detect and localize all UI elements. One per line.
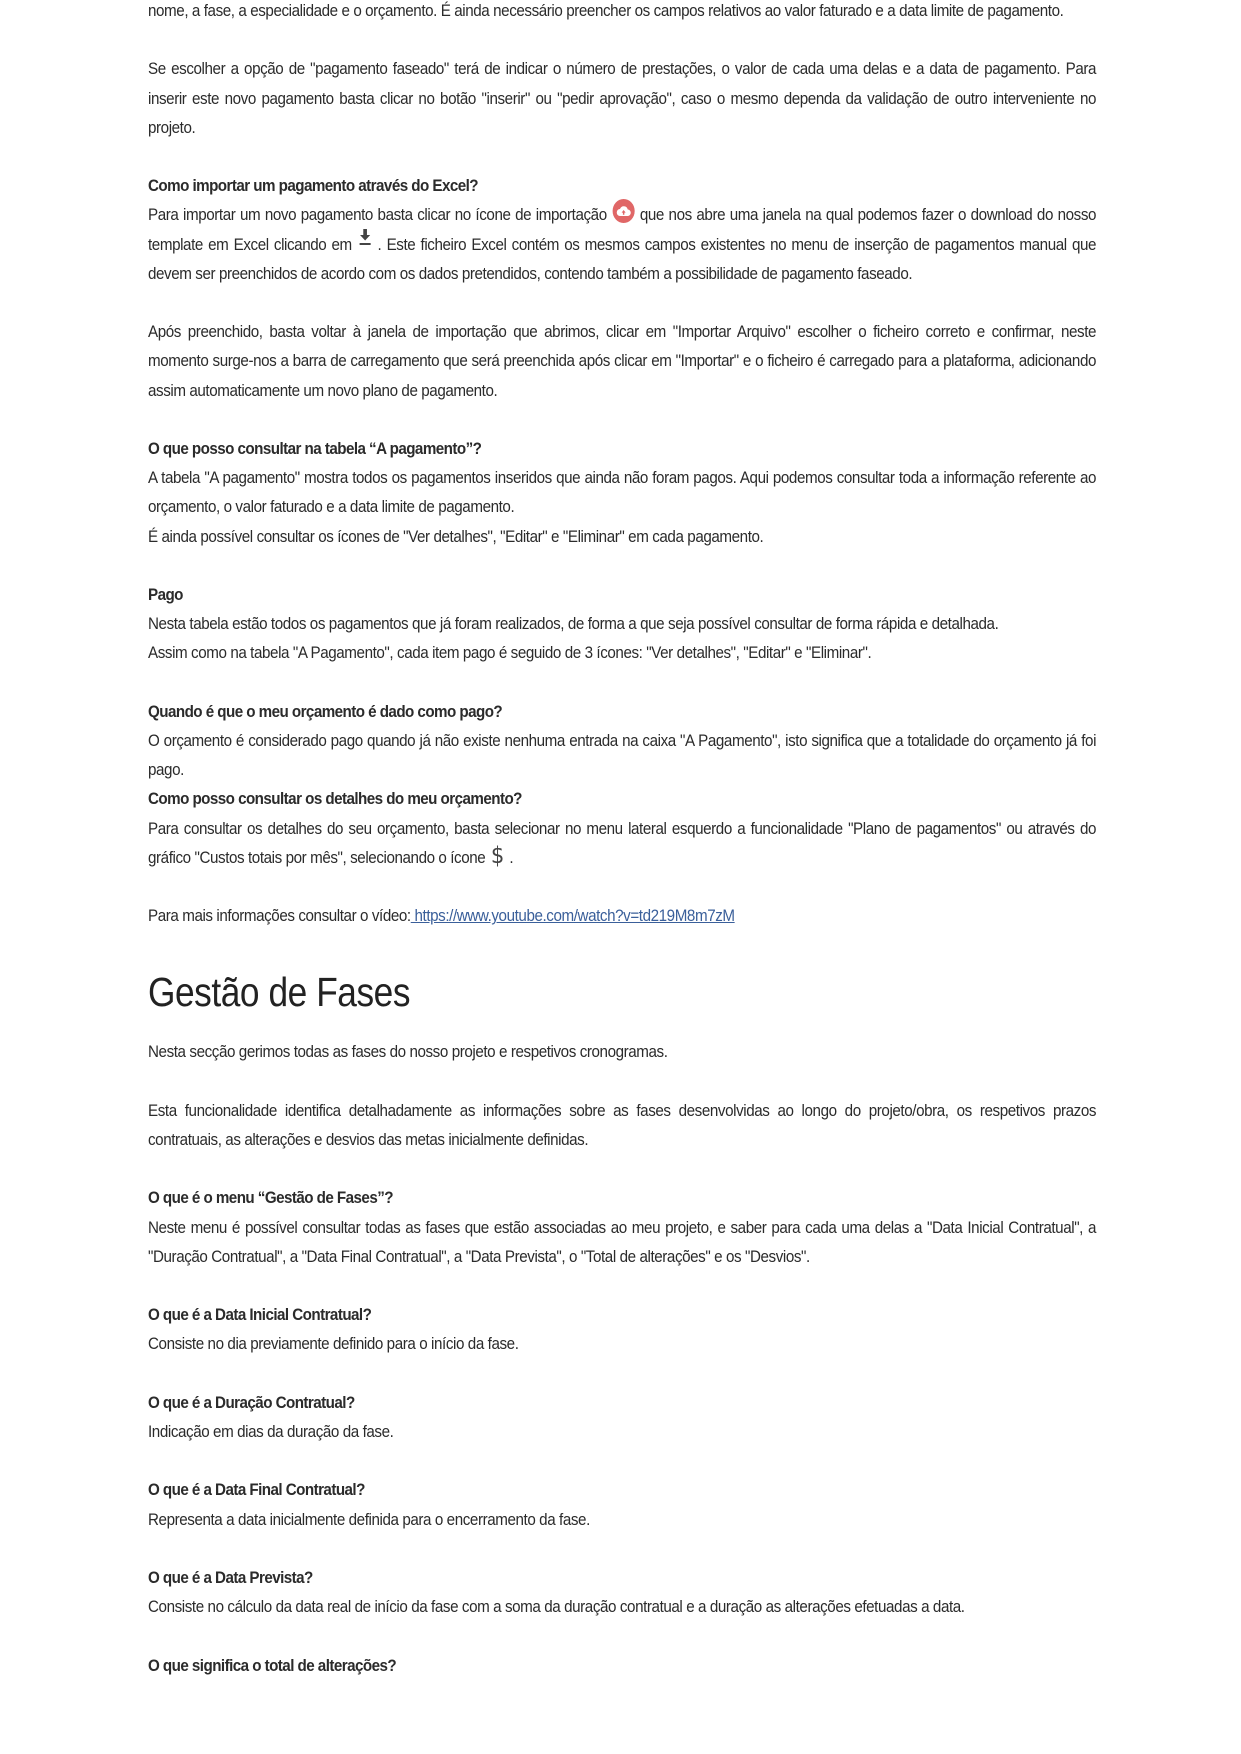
faq-answer: Consiste no dia previamente definido para o início da fase. [148,1335,519,1354]
faq-question: O que é a Data Final Contratual? [148,1481,365,1500]
paragraph: Se escolher a opção de "pagamento faseado" terá de indicar o número de prestações, o valor de cada uma delas e a data de pagamento. Para inserir este novo pagamento basta clicar no botão "inserir" ou "pedir aprovação", caso o mesmo dependa da validação de outro interveniente no projeto. [148,60,1097,137]
faq-answer: Assim como na tabela "A Pagamento", cada item pago é seguido de 3 ícones: "Ver detalhes", "Editar" e "Eliminar". [148,644,872,663]
text: que nos abre uma janela na qual podemos fazer o download do nosso template em Excel clicando em [148,206,1097,254]
text: Para consultar os detalhes do seu orçamento, basta selecionar no menu lateral esquerdo a funcionalidade "Plano de pagamentos" ou através do gráfico "Custos totais por mês", selecionando o ícone [148,819,1097,867]
paragraph: Esta funcionalidade identifica detalhadamente as informações sobre as fases desenvolvidas ao longo do projeto/obra, os respetivos prazos contratuais, as alterações e desvios das metas inicialmente definidas. [148,1101,1097,1150]
download-icon [357,227,372,256]
faq-answer: Neste menu é possível consultar todas as fases que estão associadas ao meu projeto, e saber para cada uma delas a "Data Inicial Contratual", a "Duração Contratual", a "Data Final Contratual", a "Data Prevista", o "Total de alterações" e os "Desvios". [148,1218,1097,1266]
paragraph: Após preenchido, basta voltar à janela de importação que abrimos, clicar em "Importar Arquivo" escolher o ficheiro correto e confirmar, neste momento surge-nos a barra de carregamento que será preenchida após clicar em "Importar" e o ficheiro é carregado para a plataforma, adicionando assim automaticamente um novo plano de pagamento. [148,323,1097,400]
faq-answer [148,201,1096,289]
faq-question: Como importar um pagamento através do Excel? [148,177,479,196]
faq-answer: Nesta tabela estão todos os pagamentos que já foram realizados, de forma a que seja possível consultar de forma rápida e detalhada. [148,615,999,634]
faq-question: O que é o menu “Gestão de Fases”? [148,1189,393,1208]
faq-answer: Consiste no cálculo da data real de início da fase com a soma da duração contratual e a duração as alterações efetuadas a data. [148,1598,965,1617]
text: . [509,848,514,867]
document-page [148,0,1096,1681]
text: Para importar um novo pagamento basta clicar no ícone de importação [148,206,607,225]
faq-question: O que significa o total de alterações? [148,1656,397,1675]
faq-answer: Indicação em dias da duração da fase. [148,1423,394,1442]
faq-question: Quando é que o meu orçamento é dado como pago? [148,702,503,721]
faq-answer: É ainda possível consultar os ícones de "Ver detalhes", "Editar" e "Eliminar" em cada pagamento. [148,527,764,546]
text: . Este ficheiro Excel contém os mesmos campos existentes no menu de inserção de pagamentos manual que devem ser preenchidos de acordo com os dados pretendidos, contendo também a possibilidade de pagamento faseado. [148,235,1097,283]
faq-answer [148,815,1096,873]
faq-question: O que é a Data Prevista? [148,1569,313,1588]
faq-answer: Representa a data inicialmente definida para o encerramento da fase. [148,1510,590,1529]
cloud-upload-icon [612,199,634,223]
faq-answer: O orçamento é considerado pago quando já não existe nenhuma entrada na caixa "A Pagamento", isto significa que a totalidade do orçamento já foi pago. [148,732,1097,780]
faq-question: Como posso consultar os detalhes do meu orçamento? [148,790,522,809]
video-reference [148,902,1096,931]
video-label: Para mais informações consultar o vídeo: [148,907,411,926]
paragraph: nome, a fase, a especialidade e o orçamento. É ainda necessário preencher os campos relativos ao valor faturado e a data limite de pagamento. [148,2,1064,20]
faq-question: O que é a Duração Contratual? [148,1393,355,1412]
section-title: Gestão de Fases [148,969,411,1016]
faq-question: Pago [148,586,183,605]
paragraph: Nesta secção gerimos todas as fases do nosso projeto e respetivos cronogramas. [148,1043,668,1062]
video-link[interactable]: https://www.youtube.com/watch?v=td219M8m7zM [410,907,735,926]
faq-question: O que posso consultar na tabela “A pagamento”? [148,440,482,459]
dollar-icon: $ [490,842,504,869]
faq-answer: A tabela "A pagamento" mostra todos os pagamentos inseridos que ainda não foram pagos. Aqui podemos consultar toda a informação referente ao orçamento, o valor faturado e a data limite de pagamento. [148,469,1097,517]
faq-question: O que é a Data Inicial Contratual? [148,1306,372,1325]
